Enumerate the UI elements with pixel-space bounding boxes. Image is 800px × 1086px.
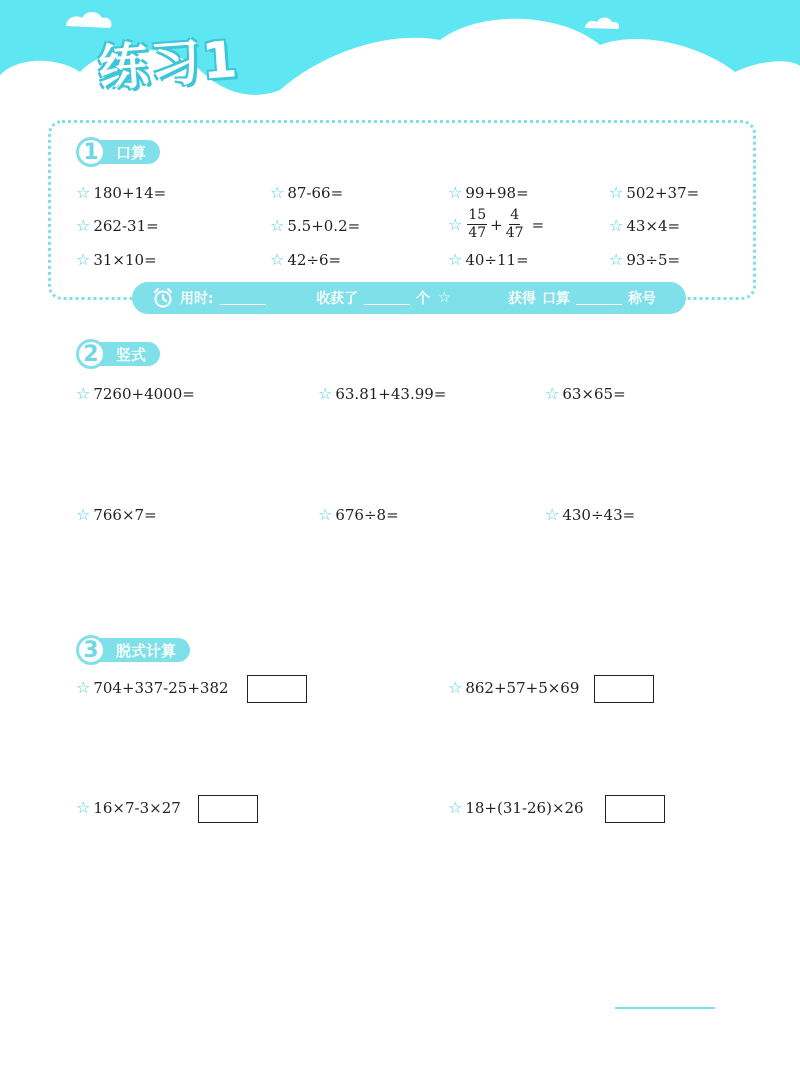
gain-segment [508,282,656,314]
oral-problem [448,183,529,202]
section-number: 3 [76,635,106,665]
vertical-problem [318,505,399,524]
star-icon: ☆ [438,290,451,306]
section-1-heading [76,138,160,166]
unit-label: 个 [416,291,430,307]
star-icon: ☆ [76,183,91,202]
time-label: 用时: [180,291,214,307]
title-blank[interactable] [576,291,622,305]
problem-text: 704+337-25+382 [93,678,229,697]
star-icon: ☆ [270,216,285,235]
vertical-problem [545,505,635,524]
problem-text: 18+(31-26)×26 [465,798,584,817]
star-icon: ☆ [609,250,624,269]
problem-text: 862+57+5×69 [465,678,580,697]
vertical-problem [76,384,195,403]
header-banner [0,0,800,115]
vertical-problem [318,384,446,403]
gain-label: 获得 [508,291,536,307]
answer-box[interactable] [605,795,665,823]
numerator: 15 [468,207,487,223]
problem-text: 63×65= [562,384,626,403]
star-icon: ☆ [76,678,91,697]
harvest-segment [316,282,451,314]
problem-text: 63.81+43.99= [335,384,447,403]
numerator: 4 [510,207,520,223]
star-icon: ☆ [448,798,463,817]
problem-text: 99+98= [465,183,529,202]
star-icon: ☆ [76,250,91,269]
section-3-heading [76,636,190,664]
equals-sign: = [531,215,545,234]
alarm-clock-icon [152,287,174,309]
oral-problem [270,216,360,235]
star-icon: ☆ [448,250,463,269]
section-title: 脱式计算 [96,638,190,662]
star-icon: ☆ [448,678,463,697]
oral-problem [609,183,699,202]
oral-problem [448,250,529,269]
star-icon: ☆ [545,384,560,403]
page-title: 练习1 [96,30,241,98]
step-problem [76,798,181,817]
denominator: 47 [468,225,487,241]
section-number: 1 [76,137,106,167]
star-icon: ☆ [609,183,624,202]
problem-text: 7260+4000= [93,384,195,403]
denominator: 47 [505,225,524,241]
problem-text: 180+14= [93,183,167,202]
star-icon: ☆ [318,505,333,524]
star-icon: ☆ [609,216,624,235]
oral-problem [76,216,159,235]
problem-text: 5.5+0.2= [287,216,361,235]
star-icon: ☆ [545,505,560,524]
title-label: 称号 [628,291,656,307]
problem-text: 430÷43= [562,505,636,524]
problem-text: 31×10= [93,250,157,269]
stats-bar [132,282,686,314]
star-icon: ☆ [76,798,91,817]
oral-problem [270,183,343,202]
stars-count-blank[interactable] [364,291,410,305]
answer-box[interactable] [594,675,654,703]
time-segment [152,282,272,314]
star-icon: ☆ [448,215,463,234]
oral-label: 口算 [542,291,570,307]
oral-problem [76,183,166,202]
plus-sign: + [490,215,503,234]
answer-box[interactable] [247,675,307,703]
problem-text: 93÷5= [626,250,681,269]
step-problem [448,678,579,697]
star-icon: ☆ [318,384,333,403]
fraction [506,207,524,242]
star-icon: ☆ [270,250,285,269]
problem-text: 766×7= [93,505,157,524]
oral-problem [270,250,341,269]
section-title: 竖式 [96,342,160,366]
star-icon: ☆ [270,183,285,202]
section-number: 2 [76,339,106,369]
footer-divider [615,1007,715,1009]
oral-problem [609,250,680,269]
section-2-heading [76,340,160,368]
problem-text: 502+37= [626,183,700,202]
harvest-label: 收获了 [316,291,358,307]
step-problem [448,798,584,817]
star-icon: ☆ [448,183,463,202]
star-icon: ☆ [76,216,91,235]
problem-text: 16×7-3×27 [93,798,181,817]
problem-text: 676÷8= [335,505,399,524]
problem-text: 40÷11= [465,250,529,269]
oral-problem [609,216,680,235]
time-blank[interactable] [220,291,266,305]
problem-text: 87-66= [287,183,344,202]
vertical-problem [545,384,626,403]
star-icon: ☆ [76,384,91,403]
oral-problem-fraction [448,207,544,242]
problem-text: 42÷6= [287,250,342,269]
problem-text: 43×4= [626,216,681,235]
answer-box[interactable] [198,795,258,823]
problem-text: 262-31= [93,216,159,235]
fraction [467,207,487,242]
section-title: 口算 [96,140,160,164]
vertical-problem [76,505,157,524]
star-icon: ☆ [76,505,91,524]
oral-problem [76,250,157,269]
step-problem [76,678,229,697]
